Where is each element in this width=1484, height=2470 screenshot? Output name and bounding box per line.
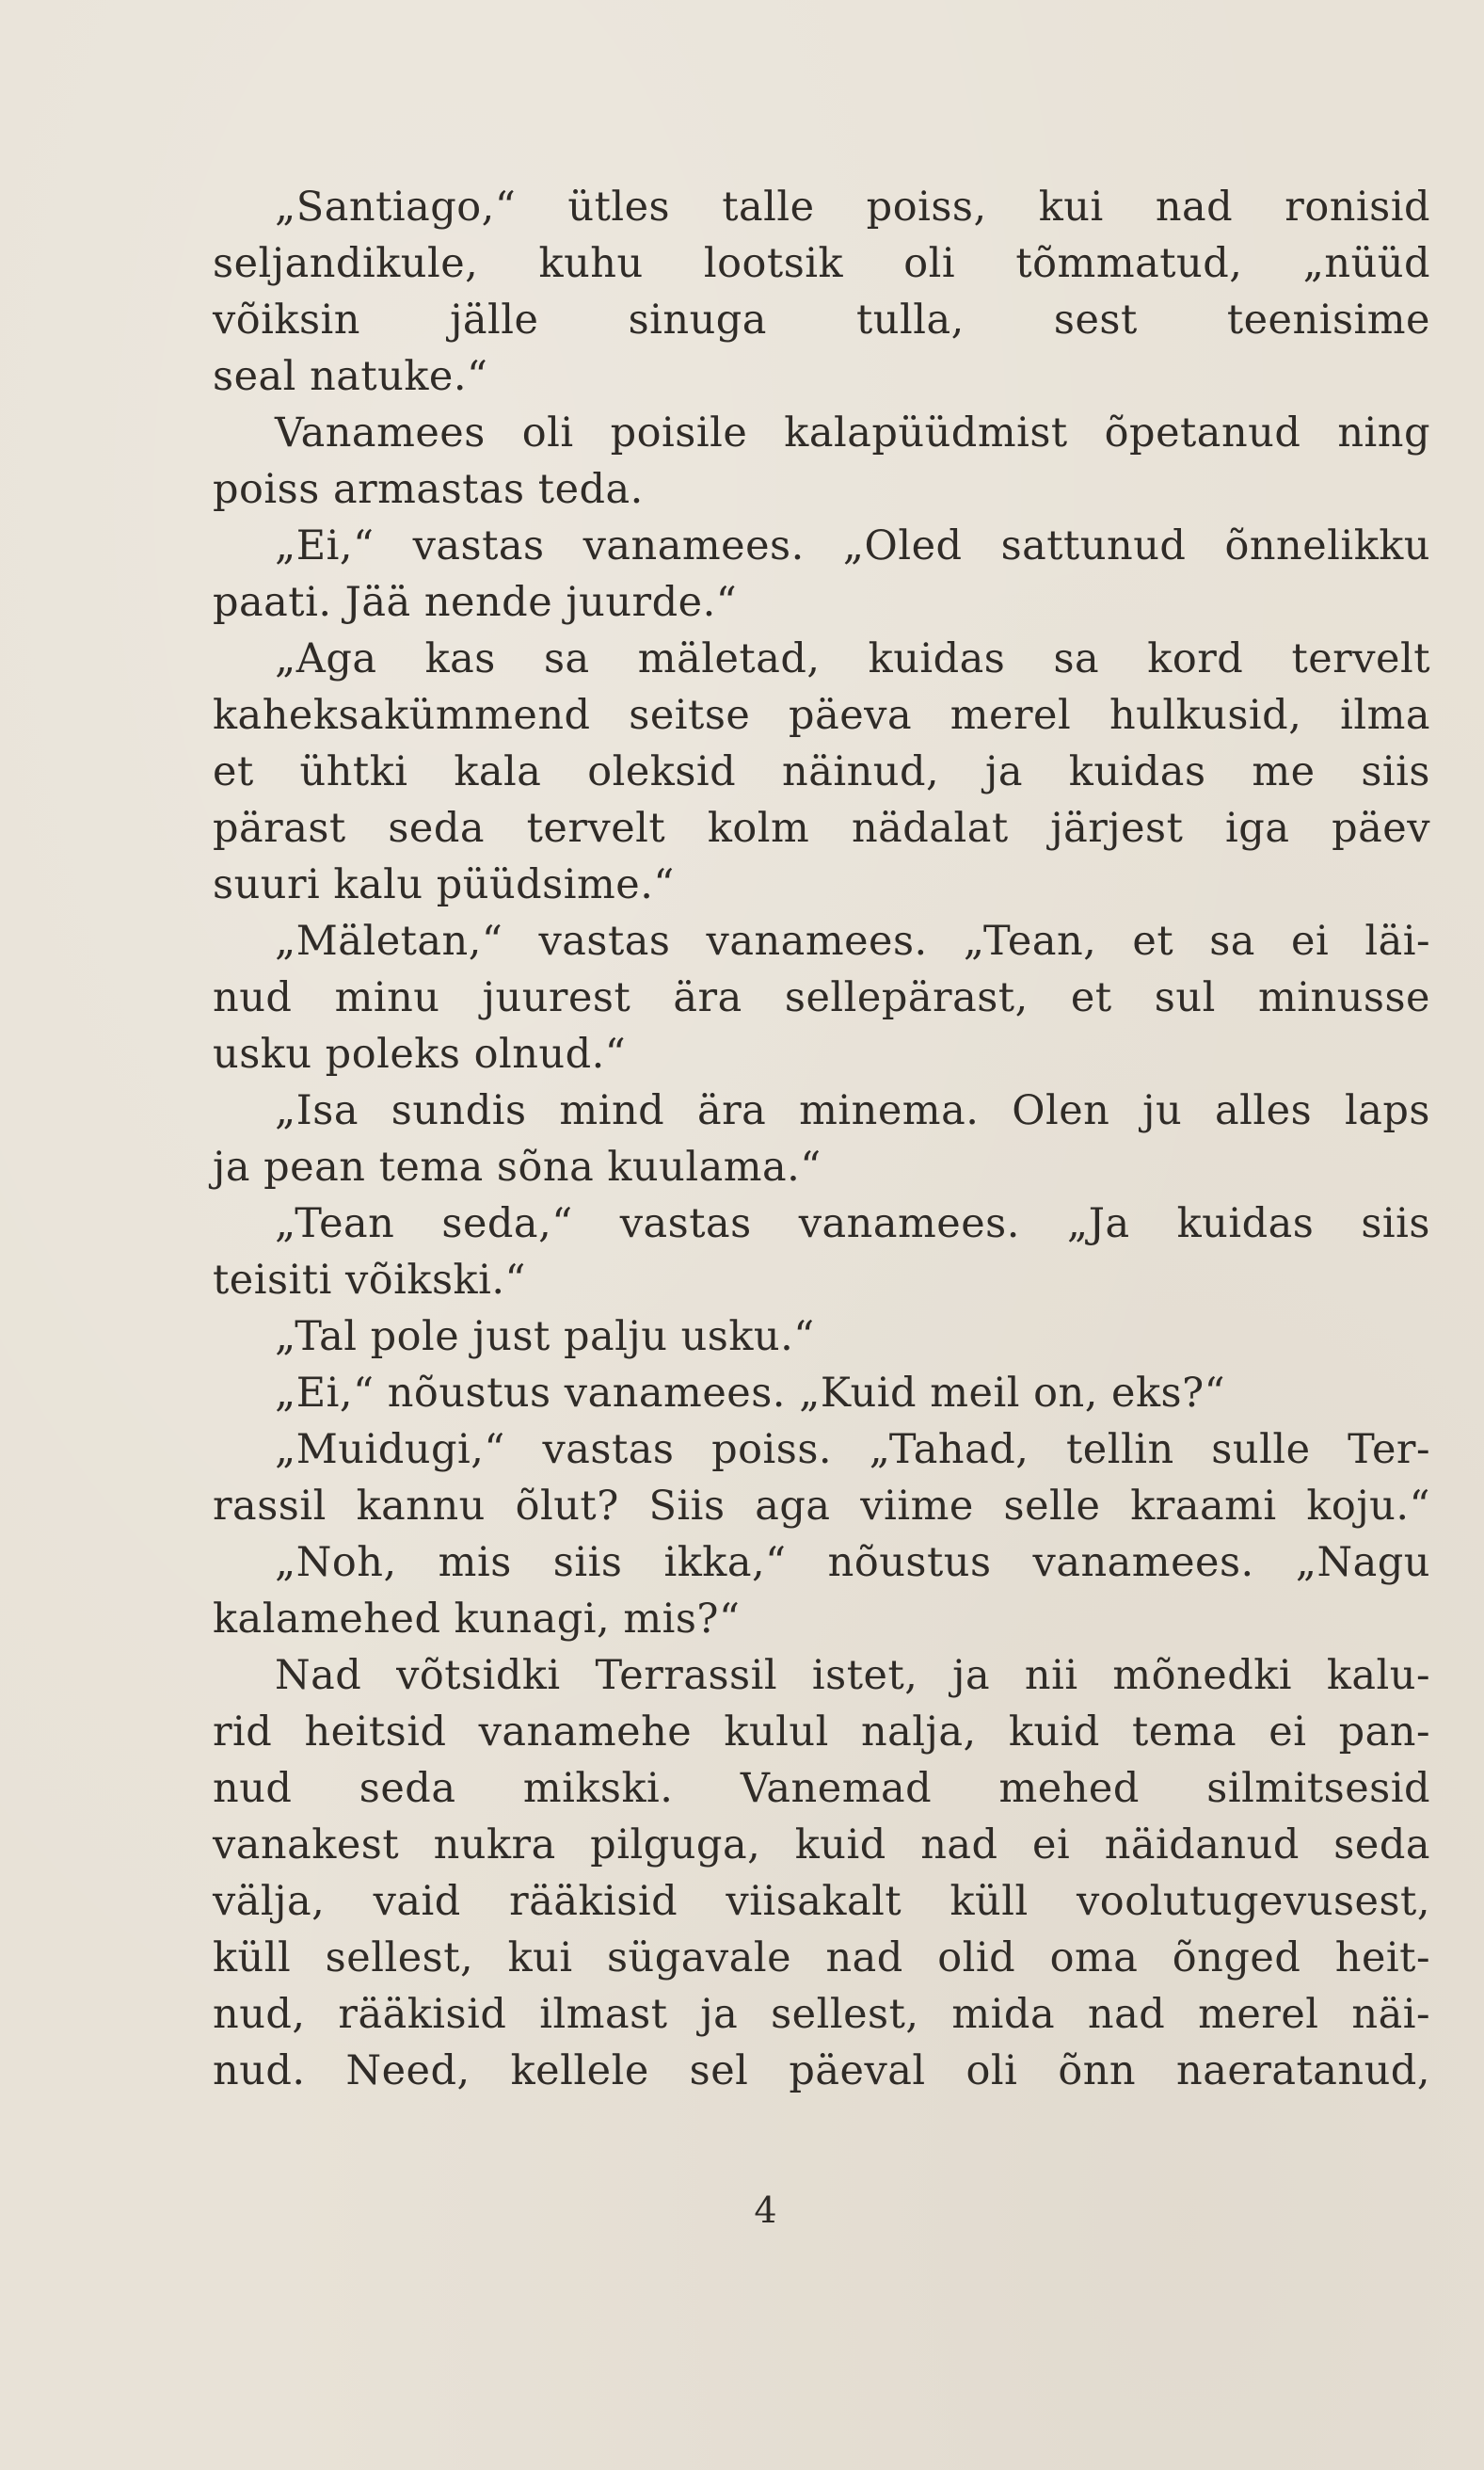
- text-line: nud. Need, kellele sel päeval oli õnn naeratanud,: [213, 2047, 1430, 2094]
- text-line: seljandikule, kuhu lootsik oli tõmmatud, „nüüd: [213, 240, 1430, 287]
- text-line: „Ei,“ vastas vanamees. „Oled sattunud õnnelikku: [275, 522, 1430, 569]
- text-line: Vanamees oli poisile kalapüüdmist õpetanud ning: [275, 409, 1430, 457]
- text-line: kaheksakümmend seitse päeva merel hulkusid, ilma: [213, 692, 1430, 739]
- text-line: rid heitsid vanamehe kulul nalja, kuid tema ei pan-: [213, 1708, 1430, 1756]
- text-line: „Aga kas sa mäletad, kuidas sa kord tervelt: [275, 635, 1430, 682]
- text-line: suuri kalu püüdsime.“: [213, 861, 675, 908]
- page-number: 4: [754, 2189, 777, 2231]
- text-line: et ühtki kala oleksid näinud, ja kuidas me siis: [213, 748, 1430, 795]
- text-line: „Tal pole just palju usku.“: [275, 1313, 815, 1360]
- text-line: ja pean tema sõna kuulama.“: [213, 1144, 822, 1191]
- text-line: „Noh, mis siis ikka,“ nõustus vanamees. „Nagu: [275, 1539, 1430, 1586]
- text-line: rassil kannu õlut? Siis aga viime selle kraami koju.“: [213, 1483, 1430, 1530]
- text-line: „Ei,“ nõustus vanamees. „Kuid meil on, eks?“: [275, 1370, 1226, 1417]
- text-line: „Santiago,“ ütles talle poiss, kui nad ronisid: [275, 184, 1430, 231]
- text-line: nud, rääkisid ilmast ja sellest, mida nad merel näi-: [213, 1991, 1430, 2038]
- text-line: „Mäletan,“ vastas vanamees. „Tean, et sa ei läi-: [275, 918, 1430, 965]
- text-line: Nad võtsidki Terrassil istet, ja nii mõnedki kalu-: [275, 1652, 1430, 1699]
- text-line: küll sellest, kui sügavale nad olid oma õnged heit-: [213, 1934, 1430, 1981]
- text-line: paati. Jää nende juurde.“: [213, 579, 738, 626]
- text-line: teisiti võikski.“: [213, 1257, 527, 1304]
- text-line: vanakest nukra pilguga, kuid nad ei näidanud seda: [213, 1821, 1430, 1869]
- text-line: seal natuke.“: [213, 353, 488, 400]
- text-line: „Isa sundis mind ära minema. Olen ju alles laps: [275, 1087, 1430, 1134]
- text-line: nud seda mikski. Vanemad mehed silmitsesid: [213, 1765, 1430, 1812]
- body-text: [213, 179, 1430, 2099]
- text-line: kalamehed kunagi, mis?“: [213, 1596, 741, 1643]
- text-line: usku poleks olnud.“: [213, 1031, 627, 1078]
- text-line: võiksin jälle sinuga tulla, sest teenisime: [213, 297, 1430, 344]
- text-line: poiss armastas teda.: [213, 466, 644, 513]
- text-line: „Tean seda,“ vastas vanamees. „Ja kuidas siis: [275, 1200, 1430, 1247]
- text-line: „Muidugi,“ vastas poiss. „Tahad, tellin sulle Ter-: [275, 1426, 1430, 1473]
- text-line: pärast seda tervelt kolm nädalat järjest iga päev: [213, 805, 1430, 852]
- text-line: välja, vaid rääkisid viisakalt küll voolutugevusest,: [213, 1878, 1430, 1925]
- text-line: nud minu juurest ära sellepärast, et sul minusse: [213, 974, 1430, 1021]
